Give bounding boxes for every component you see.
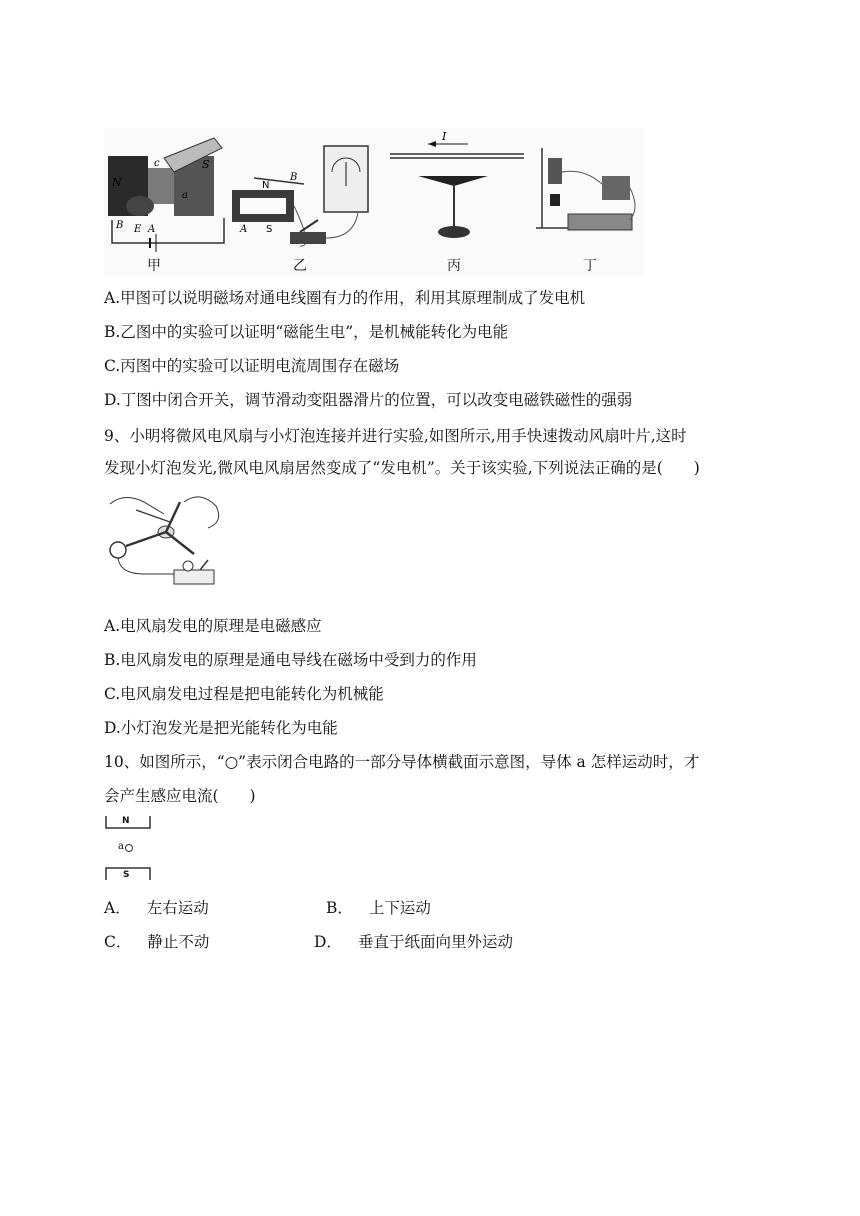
q8-option-c: C.丙图中的实验可以证明电流周围存在磁场	[104, 357, 400, 375]
q10-stem-line2: 会产生感应电流( )	[104, 787, 256, 805]
q10-option-c	[104, 932, 209, 952]
q10-option-b	[326, 898, 431, 918]
label-jia-n: N	[112, 176, 122, 189]
q10-option-a-letter: A．	[104, 899, 131, 917]
label-jia-a: a	[182, 190, 188, 201]
q9-stem-line1: 9、小明将微风电风扇与小灯泡连接并进行实验,如图所示,用手快速拨动风扇叶片,这时	[104, 427, 687, 445]
q8-figure-drawing	[104, 128, 644, 276]
caption-yi: 乙	[293, 258, 307, 274]
label-yi-s: S	[266, 224, 273, 235]
q10-option-a	[104, 898, 209, 918]
q8-option-a: A.甲图可以说明磁场对通电线圈有力的作用，利用其原理制成了发电机	[104, 289, 586, 307]
caption-bing: 丙	[447, 258, 461, 274]
q10-option-d-letter: D．	[314, 933, 342, 951]
magnet-south-label: S	[123, 870, 130, 880]
q9-fan-drawing	[104, 488, 228, 594]
q10-option-a-text: 左右运动	[146, 899, 209, 917]
caption-ding: 丁	[583, 258, 597, 274]
q10-option-c-letter: C．	[104, 933, 132, 951]
q10-option-b-text: 上下运动	[368, 899, 431, 917]
q8-option-b: B.乙图中的实验可以证明“磁能生电”，是机械能转化为电能	[104, 323, 509, 341]
label-jia-a2: A	[148, 224, 156, 235]
q10-option-d-text: 垂直于纸面向里外运动	[357, 933, 513, 951]
panel-ding-drawing	[536, 148, 635, 230]
label-yi-a: A	[240, 224, 248, 235]
q9-option-a: A.电风扇发电的原理是电磁感应	[104, 617, 322, 635]
caption-jia: 甲	[147, 258, 161, 274]
q9-figure	[104, 488, 228, 594]
q9-option-c: C.电风扇发电过程是把电能转化为机械能	[104, 685, 384, 703]
label-jia-b: B	[116, 220, 124, 231]
q10-option-b-letter: B．	[326, 899, 353, 917]
label-jia-e: E	[134, 224, 142, 235]
label-jia-s: S	[202, 158, 210, 171]
panel-yi-drawing	[232, 146, 368, 246]
q9-stem-line2: 发现小灯泡发光,微风电风扇居然变成了“发电机”。关于该实验,下列说法正确的是( )	[104, 459, 700, 477]
q9-option-d: D.小灯泡发光是把光能转化为电能	[104, 719, 338, 737]
panel-bing-drawing	[390, 130, 524, 238]
panel-jia-drawing	[108, 138, 224, 252]
label-yi-b: B	[290, 172, 298, 183]
q10-option-c-text: 静止不动	[147, 933, 210, 951]
label-bing-i: I	[442, 130, 447, 143]
q10-stem-line1: 10、如图所示，“○”表示闭合电路的一部分导体横截面示意图，导体 a 怎样运动时，才	[104, 753, 700, 771]
conductor-label: a	[118, 841, 124, 852]
label-yi-n: N	[262, 180, 270, 191]
label-jia-c: c	[154, 158, 160, 169]
q10-figure	[104, 814, 154, 884]
q10-option-d	[314, 932, 513, 952]
q8-figure	[104, 128, 644, 276]
q8-option-d: D.丁图中闭合开关，调节滑动变阻器滑片的位置，可以改变电磁铁磁性的强弱	[104, 391, 633, 409]
magnet-north-label: N	[122, 816, 130, 826]
q9-option-b: B.电风扇发电的原理是通电导线在磁场中受到力的作用	[104, 651, 477, 669]
